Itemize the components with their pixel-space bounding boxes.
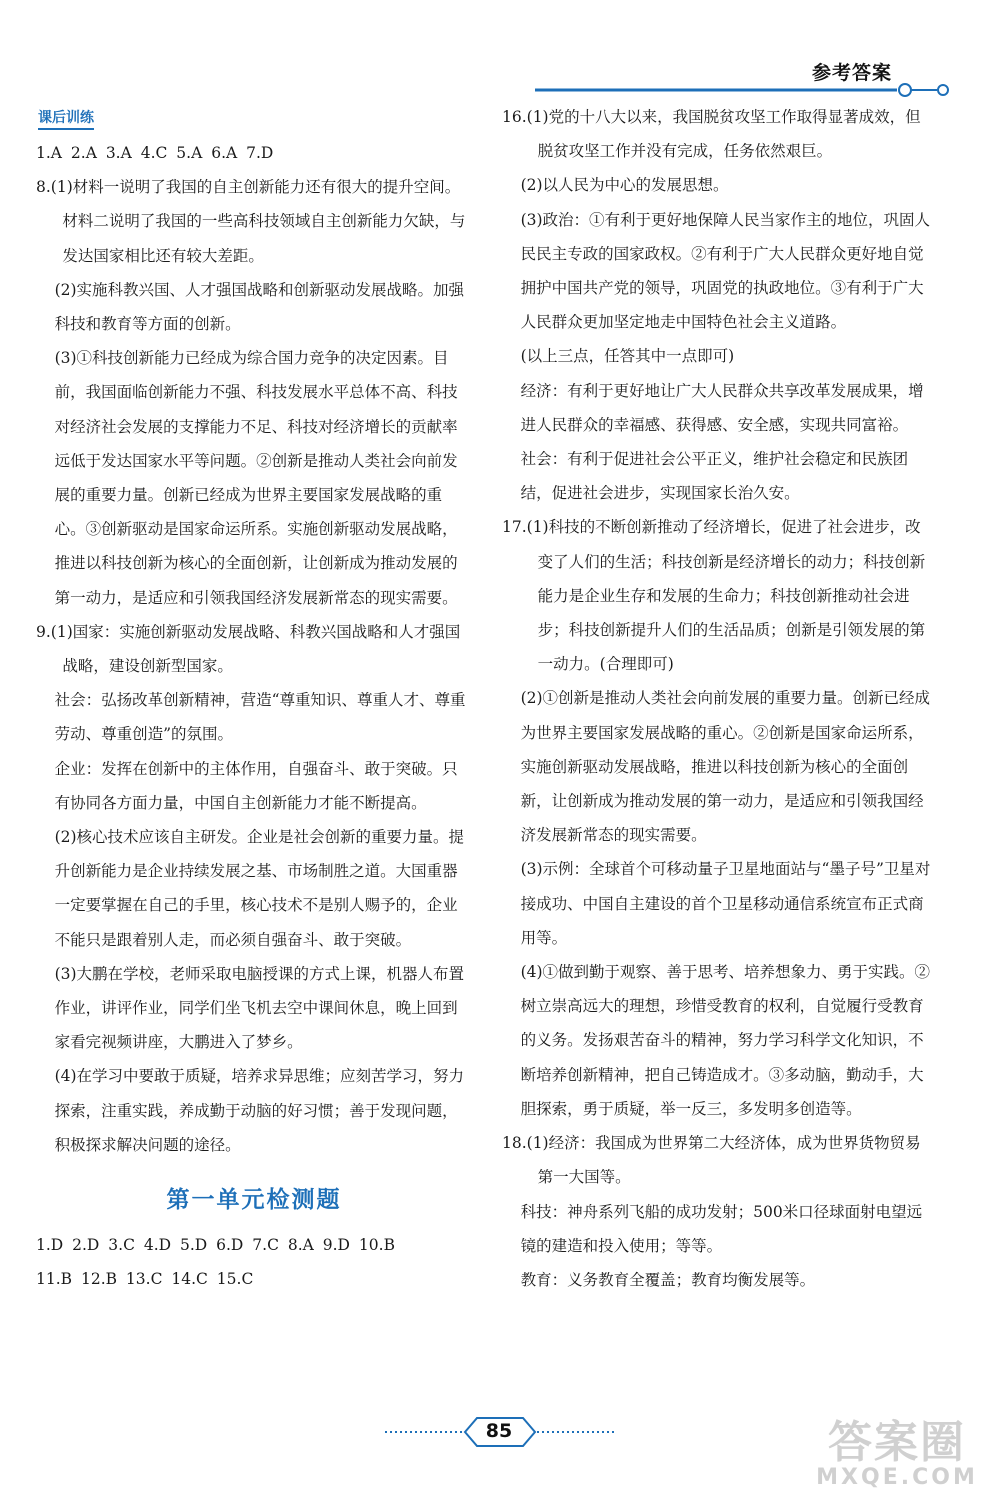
- answer-q16-note: (以上三点，任答其中一点即可): [520, 347, 735, 366]
- unit-mc-answers-row1: 1.D 2.D 3.C 4.D 5.D 6.D 7.C 8.A 9.D 10.B: [36, 1236, 395, 1255]
- answer-q17-part2: (2)①创新是推动人类社会向前发展的重要力量。创新已经成为世界主要国家发展战略的重心。②创新是国家命运所系，实施创新驱动发展战略，推进以科技创新为核心的全面创新，让创新成为推动发展的第一动力，是适应和引领我国经济发展新常态的现实需要。: [520, 689, 931, 845]
- answer-q8-part2: (2)实施科教兴国、人才强国战略和创新驱动发展战略。加强科技和教育等方面的创新。: [54, 280, 465, 334]
- answer-q9-part3: (3)大鹏在学校，老师采取电脑授课的方式上课，机器人布置作业，讲评作业，同学们坐飞机去空中课间休息，晚上回到家看完视频讲座，大鹏进入了梦乡。: [54, 964, 465, 1052]
- header-decorative-rule: [535, 80, 955, 100]
- answer-q9-enterprise: 企业：发挥在创新中的主体作用，自强奋斗、敢于突破。只有协同各方面力量，中国自主创新能力才能不断提高。: [54, 759, 458, 812]
- answer-q8-part3: (3)①科技创新能力已经成为综合国力竞争的决定因素。目前，我国面临创新能力不强、科技发展水平总体不高、科技对经济社会发展的支撑能力不足、科技对经济增长的贡献率远低于发达国家水平等问题。②创新是推动人类社会向前发展的重要力量。创新已经成为世界主要国家发展战略的重心。③创新驱动是国家命运所系。实施创新驱动发展战略，推进以科技创新为核心的全面创新，让创新成为推动发展的第一动力，是适应和引领我国经济发展新常态的现实需要。: [54, 349, 458, 607]
- unit-mc-answers-row2: 11.B 12.B 13.C 14.C 15.C: [36, 1270, 254, 1289]
- answer-q8-part1: 8.(1)材料一说明了我国的自主创新能力还有很大的提升空间。材料二说明了我国的一些高科技领域自主创新能力欠缺，与发达国家相比还有较大差距。: [36, 178, 466, 265]
- answer-q16-economy: 经济：有利于更好地让广大人民群众共享改革发展成果，增进人民群众的幸福感、获得感、安全感，实现共同富裕。: [520, 381, 924, 434]
- page-number: 85: [485, 1420, 513, 1442]
- page-header-title: 参考答案: [812, 62, 893, 84]
- watermark-logo-text: 答案圈: [828, 1417, 966, 1468]
- answer-q17-part4: (4)①做到勤于观察、善于思考、培养想象力、勇于实践。②树立崇高远大的理想，珍惜受教育的权利，自觉履行受教育的义务。发扬艰苦奋斗的精神，努力学习科学文化知识，不断培养创新精神，把自己铸造成才。③多动脑，勤动手，大胆探索，勇于质疑，举一反三，多发明多创造等。: [520, 963, 931, 1118]
- answer-q17-part1: 17.(1)科技的不断创新推动了经济增长，促进了社会进步，改变了人们的生活；科技创新是经济增长的动力；科技创新能力是企业生存和发展的生命力；科技创新推动社会进步；科技创新提升人们的生活品质；创新是引领发展的第一动力。(合理即可): [502, 518, 926, 674]
- answer-q9-society: 社会：弘扬改革创新精神，营造“尊重知识、尊重人才、尊重劳动、尊重创造”的氛围。: [54, 691, 466, 744]
- answer-q9-part4: (4)在学习中要敢于质疑，培养求异思维；应刻苦学习，努力探索，注重实践，养成勤于动脑的好习惯；善于发现问题，积极探求解决问题的途径。: [54, 1067, 465, 1154]
- section-label-homework: 课后训练: [38, 108, 94, 130]
- left-column: [36, 100, 472, 1297]
- answer-q18-education: 教育：义务教育全覆盖；教育均衡发展等。: [520, 1270, 816, 1289]
- answer-q16-part2: (2)以人民为中心的发展思想。: [520, 176, 729, 195]
- answer-q17-part3: (3)示例：全球首个可移动量子卫星地面站与“墨子号”卫星对接成功、中国自主建设的首个卫星移动通信系统宣布正式商用等。: [520, 860, 931, 947]
- mc-answers: 1.A 2.A 3.A 4.C 5.A 6.A 7.D: [36, 144, 274, 162]
- right-column: [502, 100, 934, 1297]
- answer-q16-politics: (3)政治：①有利于更好地保障人民当家作主的地位，巩固人民民主专政的国家政权。②有利于广大人民群众更好地自觉拥护中国共产党的领导，巩固党的执政地位。③有利于广大人民群众更加坚定地走中国特色社会主义道路。: [520, 210, 931, 332]
- unit-test-title: 第一单元检测题: [166, 1186, 342, 1214]
- answer-q18-technology: 科技：神舟系列飞船的成功发射；500米口径球面射电望远镜的建造和投入使用；等等。: [520, 1202, 923, 1255]
- answer-q18-economy: 18.(1)经济：我国成为世界第二大经济体，成为世界货物贸易第一大国等。: [502, 1134, 921, 1187]
- answer-q16-society: 社会：有利于促进社会公平正义，维护社会稳定和民族团结，促进社会进步，实现国家长治久安。: [520, 450, 909, 503]
- answer-q9-part1: 9.(1)国家：实施创新驱动发展战略、科教兴国战略和人才强国战略，建设创新型国家。: [36, 622, 461, 676]
- site-watermark: [802, 1417, 992, 1500]
- answer-q16-part1: 16.(1)党的十八大以来，我国脱贫攻坚工作取得显著成效，但脱贫攻坚工作并没有完成，任务依然艰巨。: [502, 108, 921, 161]
- answer-q9-part2: (2)核心技术应该自主研发。企业是社会创新的重要力量。提升创新能力是企业持续发展之基、市场制胜之道。大国重器一定要掌握在自己的手里，核心技术不是别人赐予的，企业不能只是跟着别人走，而必须自强奋斗、敢于突破。: [54, 828, 465, 949]
- watermark-domain: MXQE.COM: [816, 1465, 978, 1490]
